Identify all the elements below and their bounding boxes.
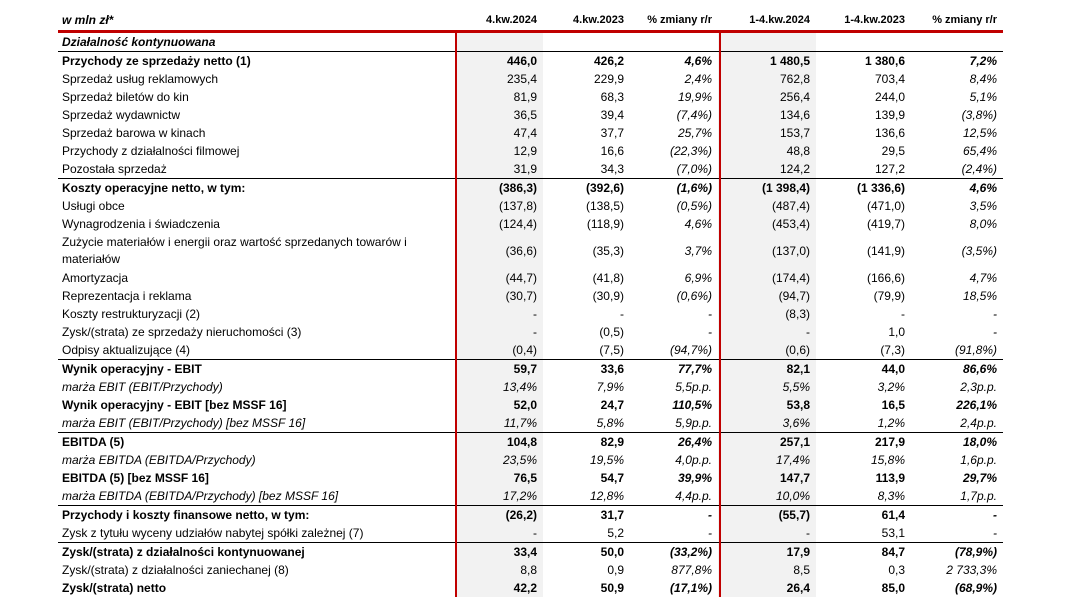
- row-label: Sprzedaż biletów do kin: [62, 90, 189, 104]
- row-value: 82,1: [718, 360, 816, 378]
- row-value: (44,7): [456, 269, 543, 287]
- row-value: 29,7%: [962, 471, 997, 485]
- row-value: (3,5%): [961, 244, 997, 258]
- table-row: [58, 433, 1003, 451]
- row-value: 59,7: [456, 360, 543, 378]
- table-header: [58, 10, 1003, 33]
- row-value: 81,9: [456, 88, 543, 106]
- row-value: 5,9p.p.: [675, 416, 712, 430]
- row-label: Zysk/(strata) ze sprzedaży nieruchomości (3): [62, 325, 302, 339]
- row-value: 7,9%: [596, 380, 624, 394]
- row-value: 3,5%: [969, 199, 997, 213]
- row-value: -: [718, 323, 816, 341]
- row-value: 24,7: [600, 398, 624, 412]
- row-value: 134,6: [718, 106, 816, 124]
- row-value: (33,2%): [669, 545, 712, 559]
- row-value: (79,9): [873, 289, 905, 303]
- row-value: 52,0: [456, 396, 543, 414]
- row-value: 7,2%: [969, 54, 997, 68]
- row-value: 5,5%: [718, 378, 816, 396]
- row-label: marża EBIT (EBIT/Przychody): [62, 380, 223, 394]
- table-row: [58, 469, 1003, 487]
- row-value: 2,4%: [684, 72, 712, 86]
- row-value: 18,0%: [962, 435, 997, 449]
- row-value: 0,3: [888, 563, 905, 577]
- row-value: 235,4: [456, 70, 543, 88]
- row-value: 26,4%: [677, 435, 712, 449]
- header-col-fy-2023: 1-4.kw.2023: [844, 14, 905, 26]
- header-col-q4-2024: 4.kw.2024: [486, 14, 537, 26]
- row-value: 4,6%: [969, 181, 997, 195]
- row-label: marża EBITDA (EBITDA/Przychody) [bez MSSF 16]: [62, 489, 339, 503]
- table-row: [58, 70, 1003, 88]
- row-value: 1 380,6: [864, 54, 905, 68]
- row-value: 703,4: [874, 72, 905, 86]
- row-value: 17,9: [718, 543, 816, 561]
- row-value: 3,6%: [718, 414, 816, 432]
- row-value: 1 480,5: [718, 52, 816, 70]
- row-value: [718, 33, 816, 51]
- row-value: 226,1%: [956, 398, 997, 412]
- row-value: (137,8): [456, 197, 543, 215]
- row-label: Koszty restrukturyzacji (2): [62, 307, 201, 321]
- table-row: [58, 378, 1003, 396]
- row-value: (0,5): [599, 325, 624, 339]
- row-value: 136,6: [874, 126, 905, 140]
- row-value: 1,6p.p.: [960, 453, 997, 467]
- row-value: 53,8: [718, 396, 816, 414]
- row-value: 15,8%: [870, 453, 905, 467]
- row-value: (141,9): [866, 244, 905, 258]
- row-value: (30,9): [592, 289, 624, 303]
- row-value: 2,3p.p.: [960, 380, 997, 394]
- row-value: -: [708, 508, 712, 522]
- table-row: [58, 142, 1003, 160]
- row-value: 127,2: [874, 162, 905, 176]
- row-value: (0,6): [718, 341, 816, 359]
- table-row: [58, 341, 1003, 360]
- row-label: Pozostała sprzedaż: [62, 162, 167, 176]
- row-value: (138,5): [585, 199, 624, 213]
- table-row: [58, 106, 1003, 124]
- row-value: -: [901, 307, 905, 321]
- row-value: 11,7%: [456, 414, 543, 432]
- row-value: 4,0p.p.: [675, 453, 712, 467]
- row-label: Reprezentacja i reklama: [62, 289, 192, 303]
- table-row: [58, 33, 1003, 52]
- row-label: Amortyzacja: [62, 271, 129, 285]
- row-value: 18,5%: [962, 289, 997, 303]
- row-value: 25,7%: [677, 126, 712, 140]
- table-row: [58, 124, 1003, 142]
- row-label: Wynik operacyjny - EBIT: [62, 362, 202, 376]
- row-value: 76,5: [456, 469, 543, 487]
- row-value: 256,4: [718, 88, 816, 106]
- table-row: [58, 287, 1003, 305]
- row-value: 44,0: [881, 362, 905, 376]
- table-row: [58, 179, 1003, 197]
- row-value: 104,8: [456, 433, 543, 451]
- row-value: 16,5: [881, 398, 905, 412]
- row-value: [456, 33, 543, 51]
- row-label: Wynagrodzenia i świadczenia: [62, 217, 220, 231]
- row-value: 23,5%: [456, 451, 543, 469]
- row-value: 110,5%: [672, 398, 712, 412]
- table-row: [58, 543, 1003, 561]
- table-row: [58, 396, 1003, 414]
- table-row: [58, 305, 1003, 323]
- row-value: 19,5%: [589, 453, 624, 467]
- table-row: [58, 197, 1003, 215]
- row-value: (17,1%): [669, 581, 712, 595]
- table-row: [58, 360, 1003, 378]
- row-label: Działalność kontynuowana: [62, 35, 216, 49]
- row-label: Sprzedaż usług reklamowych: [62, 72, 219, 86]
- header-col-fy-2024: 1-4.kw.2024: [749, 14, 810, 26]
- row-value: 12,9: [456, 142, 543, 160]
- row-value: 33,6: [600, 362, 624, 376]
- row-label: Wynik operacyjny - EBIT [bez MSSF 16]: [62, 398, 287, 412]
- table-row: [58, 215, 1003, 233]
- row-value: (2,4%): [961, 162, 997, 176]
- row-value: (386,3): [456, 179, 543, 197]
- row-value: 61,4: [881, 508, 905, 522]
- row-value: (91,8%): [954, 343, 997, 357]
- column-divider-right: [719, 31, 721, 597]
- row-label: Sprzedaż wydawnictw: [62, 108, 181, 122]
- table-row: [58, 414, 1003, 433]
- table-row: [58, 506, 1003, 524]
- row-value: 77,7%: [677, 362, 712, 376]
- row-value: 12,5%: [962, 126, 997, 140]
- table-row: [58, 323, 1003, 341]
- row-label: EBITDA (5): [62, 435, 125, 449]
- row-label: Przychody ze sprzedaży netto (1): [62, 54, 251, 68]
- row-value: 217,9: [874, 435, 905, 449]
- row-value: 4,6%: [684, 217, 712, 231]
- row-value: (1,6%): [676, 181, 712, 195]
- row-value: (471,0): [866, 199, 905, 213]
- row-value: -: [708, 526, 712, 540]
- row-value: -: [456, 305, 543, 323]
- table-body: [58, 33, 1003, 597]
- row-label: EBITDA (5) [bez MSSF 16]: [62, 471, 209, 485]
- row-value: 1,2%: [877, 416, 905, 430]
- row-value: 244,0: [874, 90, 905, 104]
- table-row: [58, 233, 1003, 269]
- row-label: Zysk/(strata) z działalności zaniechanej (8): [62, 563, 289, 577]
- row-value: 5,1%: [969, 90, 997, 104]
- row-value: 8,3%: [877, 489, 905, 503]
- row-value: 34,3: [600, 162, 624, 176]
- column-divider-left: [455, 31, 457, 597]
- row-value: (124,4): [456, 215, 543, 233]
- row-value: 12,8%: [589, 489, 624, 503]
- row-value: 31,9: [456, 160, 543, 178]
- row-value: 229,9: [593, 72, 624, 86]
- row-value: (7,5): [599, 343, 624, 357]
- row-value: 19,9%: [677, 90, 712, 104]
- row-value: (35,3): [592, 244, 624, 258]
- row-label: marża EBITDA (EBITDA/Przychody): [62, 453, 256, 467]
- row-value: (174,4): [718, 269, 816, 287]
- row-label: Usługi obce: [62, 199, 125, 213]
- row-label: Zużycie materiałów i energii oraz wartość sprzedanych towarów i materiałów: [62, 235, 407, 266]
- row-value: (1 336,6): [856, 181, 905, 195]
- financial-results-table: [58, 10, 1003, 597]
- row-value: -: [718, 524, 816, 542]
- row-value: -: [993, 307, 997, 321]
- row-value: (8,3): [718, 305, 816, 323]
- row-value: 10,0%: [718, 487, 816, 505]
- row-value: 26,4: [718, 579, 816, 597]
- row-value: (7,3): [880, 343, 905, 357]
- row-label: Przychody i koszty finansowe netto, w tym:: [62, 508, 310, 522]
- table-row: [58, 88, 1003, 106]
- row-label: marża EBIT (EBIT/Przychody) [bez MSSF 16]: [62, 416, 306, 430]
- row-value: (453,4): [718, 215, 816, 233]
- row-value: 37,7: [600, 126, 624, 140]
- row-value: (166,6): [866, 271, 905, 285]
- row-label: Zysk z tytułu wyceny udziałów nabytej spółki zależnej (7): [62, 526, 364, 540]
- header-col-change-fy: % zmiany r/r: [932, 14, 997, 26]
- row-value: 53,1: [881, 526, 905, 540]
- row-value: (118,9): [586, 217, 624, 231]
- row-value: 0,9: [607, 563, 624, 577]
- row-value: (30,7): [456, 287, 543, 305]
- row-value: -: [456, 323, 543, 341]
- row-value: 82,9: [600, 435, 624, 449]
- table-row: [58, 524, 1003, 543]
- row-value: 426,2: [593, 54, 624, 68]
- row-value: (36,6): [456, 233, 543, 269]
- row-value: (41,8): [592, 271, 624, 285]
- row-value: 1,0: [888, 325, 905, 339]
- row-value: (7,0%): [676, 162, 712, 176]
- row-value: (0,5%): [676, 199, 712, 213]
- table-row: [58, 561, 1003, 579]
- row-value: 29,5: [881, 144, 905, 158]
- row-label: Odpisy aktualizujące (4): [62, 343, 191, 357]
- row-value: 50,9: [600, 581, 624, 595]
- row-value: 8,8: [456, 561, 543, 579]
- row-value: 446,0: [456, 52, 543, 70]
- row-value: 39,9%: [677, 471, 712, 485]
- row-label: Sprzedaż barowa w kinach: [62, 126, 206, 140]
- row-value: 6,9%: [684, 271, 712, 285]
- row-value: 113,9: [875, 471, 905, 485]
- row-value: 257,1: [718, 433, 816, 451]
- row-value: 5,2: [607, 526, 624, 540]
- row-value: -: [708, 325, 712, 339]
- row-value: (94,7%): [669, 343, 712, 357]
- row-value: 147,7: [718, 469, 816, 487]
- row-value: 84,7: [881, 545, 905, 559]
- row-value: 48,8: [718, 142, 816, 160]
- table-row: [58, 269, 1003, 287]
- row-value: 3,7%: [684, 244, 712, 258]
- row-value: -: [708, 307, 712, 321]
- row-value: 17,2%: [456, 487, 543, 505]
- row-value: 1,7p.p.: [960, 489, 997, 503]
- row-value: 65,4%: [962, 144, 997, 158]
- row-value: 68,3: [600, 90, 624, 104]
- row-value: -: [456, 524, 543, 542]
- row-value: 762,8: [718, 70, 816, 88]
- row-value: 16,6: [600, 144, 624, 158]
- row-value: 3,2%: [877, 380, 905, 394]
- row-value: (0,4): [456, 341, 543, 359]
- table-row: [58, 579, 1003, 597]
- row-value: 2,4p.p.: [960, 416, 997, 430]
- row-value: 13,4%: [456, 378, 543, 396]
- row-value: 85,0: [881, 581, 905, 595]
- row-value: (3,8%): [961, 108, 997, 122]
- row-value: 153,7: [718, 124, 816, 142]
- header-units-label: w mln zł*: [62, 13, 114, 27]
- row-value: 33,4: [456, 543, 543, 561]
- row-value: 5,8%: [596, 416, 624, 430]
- row-value: 36,5: [456, 106, 543, 124]
- header-col-q4-2023: 4.kw.2023: [573, 14, 624, 26]
- row-value: (487,4): [718, 197, 816, 215]
- row-value: 139,9: [874, 108, 905, 122]
- row-value: 17,4%: [718, 451, 816, 469]
- row-value: 5,5p.p.: [675, 380, 712, 394]
- row-value: 8,5: [718, 561, 816, 579]
- row-value: (94,7): [718, 287, 816, 305]
- row-value: (55,7): [718, 506, 816, 524]
- row-value: -: [993, 508, 997, 522]
- row-label: Zysk/(strata) netto: [62, 581, 167, 595]
- row-value: (1 398,4): [718, 179, 816, 197]
- row-value: 47,4: [456, 124, 543, 142]
- table-row: [58, 487, 1003, 506]
- row-value: -: [993, 325, 997, 339]
- row-value: 4,4p.p.: [675, 489, 712, 503]
- row-value: (7,4%): [676, 108, 712, 122]
- row-value: (68,9%): [954, 581, 997, 595]
- row-label: Zysk/(strata) z działalności kontynuowanej: [62, 545, 305, 559]
- row-value: (22,3%): [669, 144, 712, 158]
- row-value: (392,6): [585, 181, 624, 195]
- row-value: 31,7: [600, 508, 624, 522]
- table-row: [58, 52, 1003, 70]
- row-value: (26,2): [456, 506, 543, 524]
- row-value: 124,2: [718, 160, 816, 178]
- row-value: (137,0): [718, 233, 816, 269]
- row-value: 8,4%: [969, 72, 997, 86]
- table-row: [58, 160, 1003, 179]
- row-label: Przychody z działalności filmowej: [62, 144, 240, 158]
- row-value: (0,6%): [676, 289, 712, 303]
- row-label: Koszty operacyjne netto, w tym:: [62, 181, 246, 195]
- table-row: [58, 451, 1003, 469]
- row-value: 8,0%: [969, 217, 997, 231]
- row-value: -: [620, 307, 624, 321]
- header-col-change-q: % zmiany r/r: [647, 14, 712, 26]
- row-value: 2 733,3%: [946, 563, 997, 577]
- row-value: 877,8%: [671, 563, 712, 577]
- row-value: 4,6%: [684, 54, 712, 68]
- row-value: 54,7: [600, 471, 624, 485]
- row-value: (78,9%): [954, 545, 997, 559]
- row-value: 4,7%: [969, 271, 997, 285]
- row-value: 39,4: [600, 108, 624, 122]
- row-value: 42,2: [456, 579, 543, 597]
- row-value: (419,7): [866, 217, 905, 231]
- row-value: -: [993, 526, 997, 540]
- row-value: 50,0: [600, 545, 624, 559]
- row-value: 86,6%: [962, 362, 997, 376]
